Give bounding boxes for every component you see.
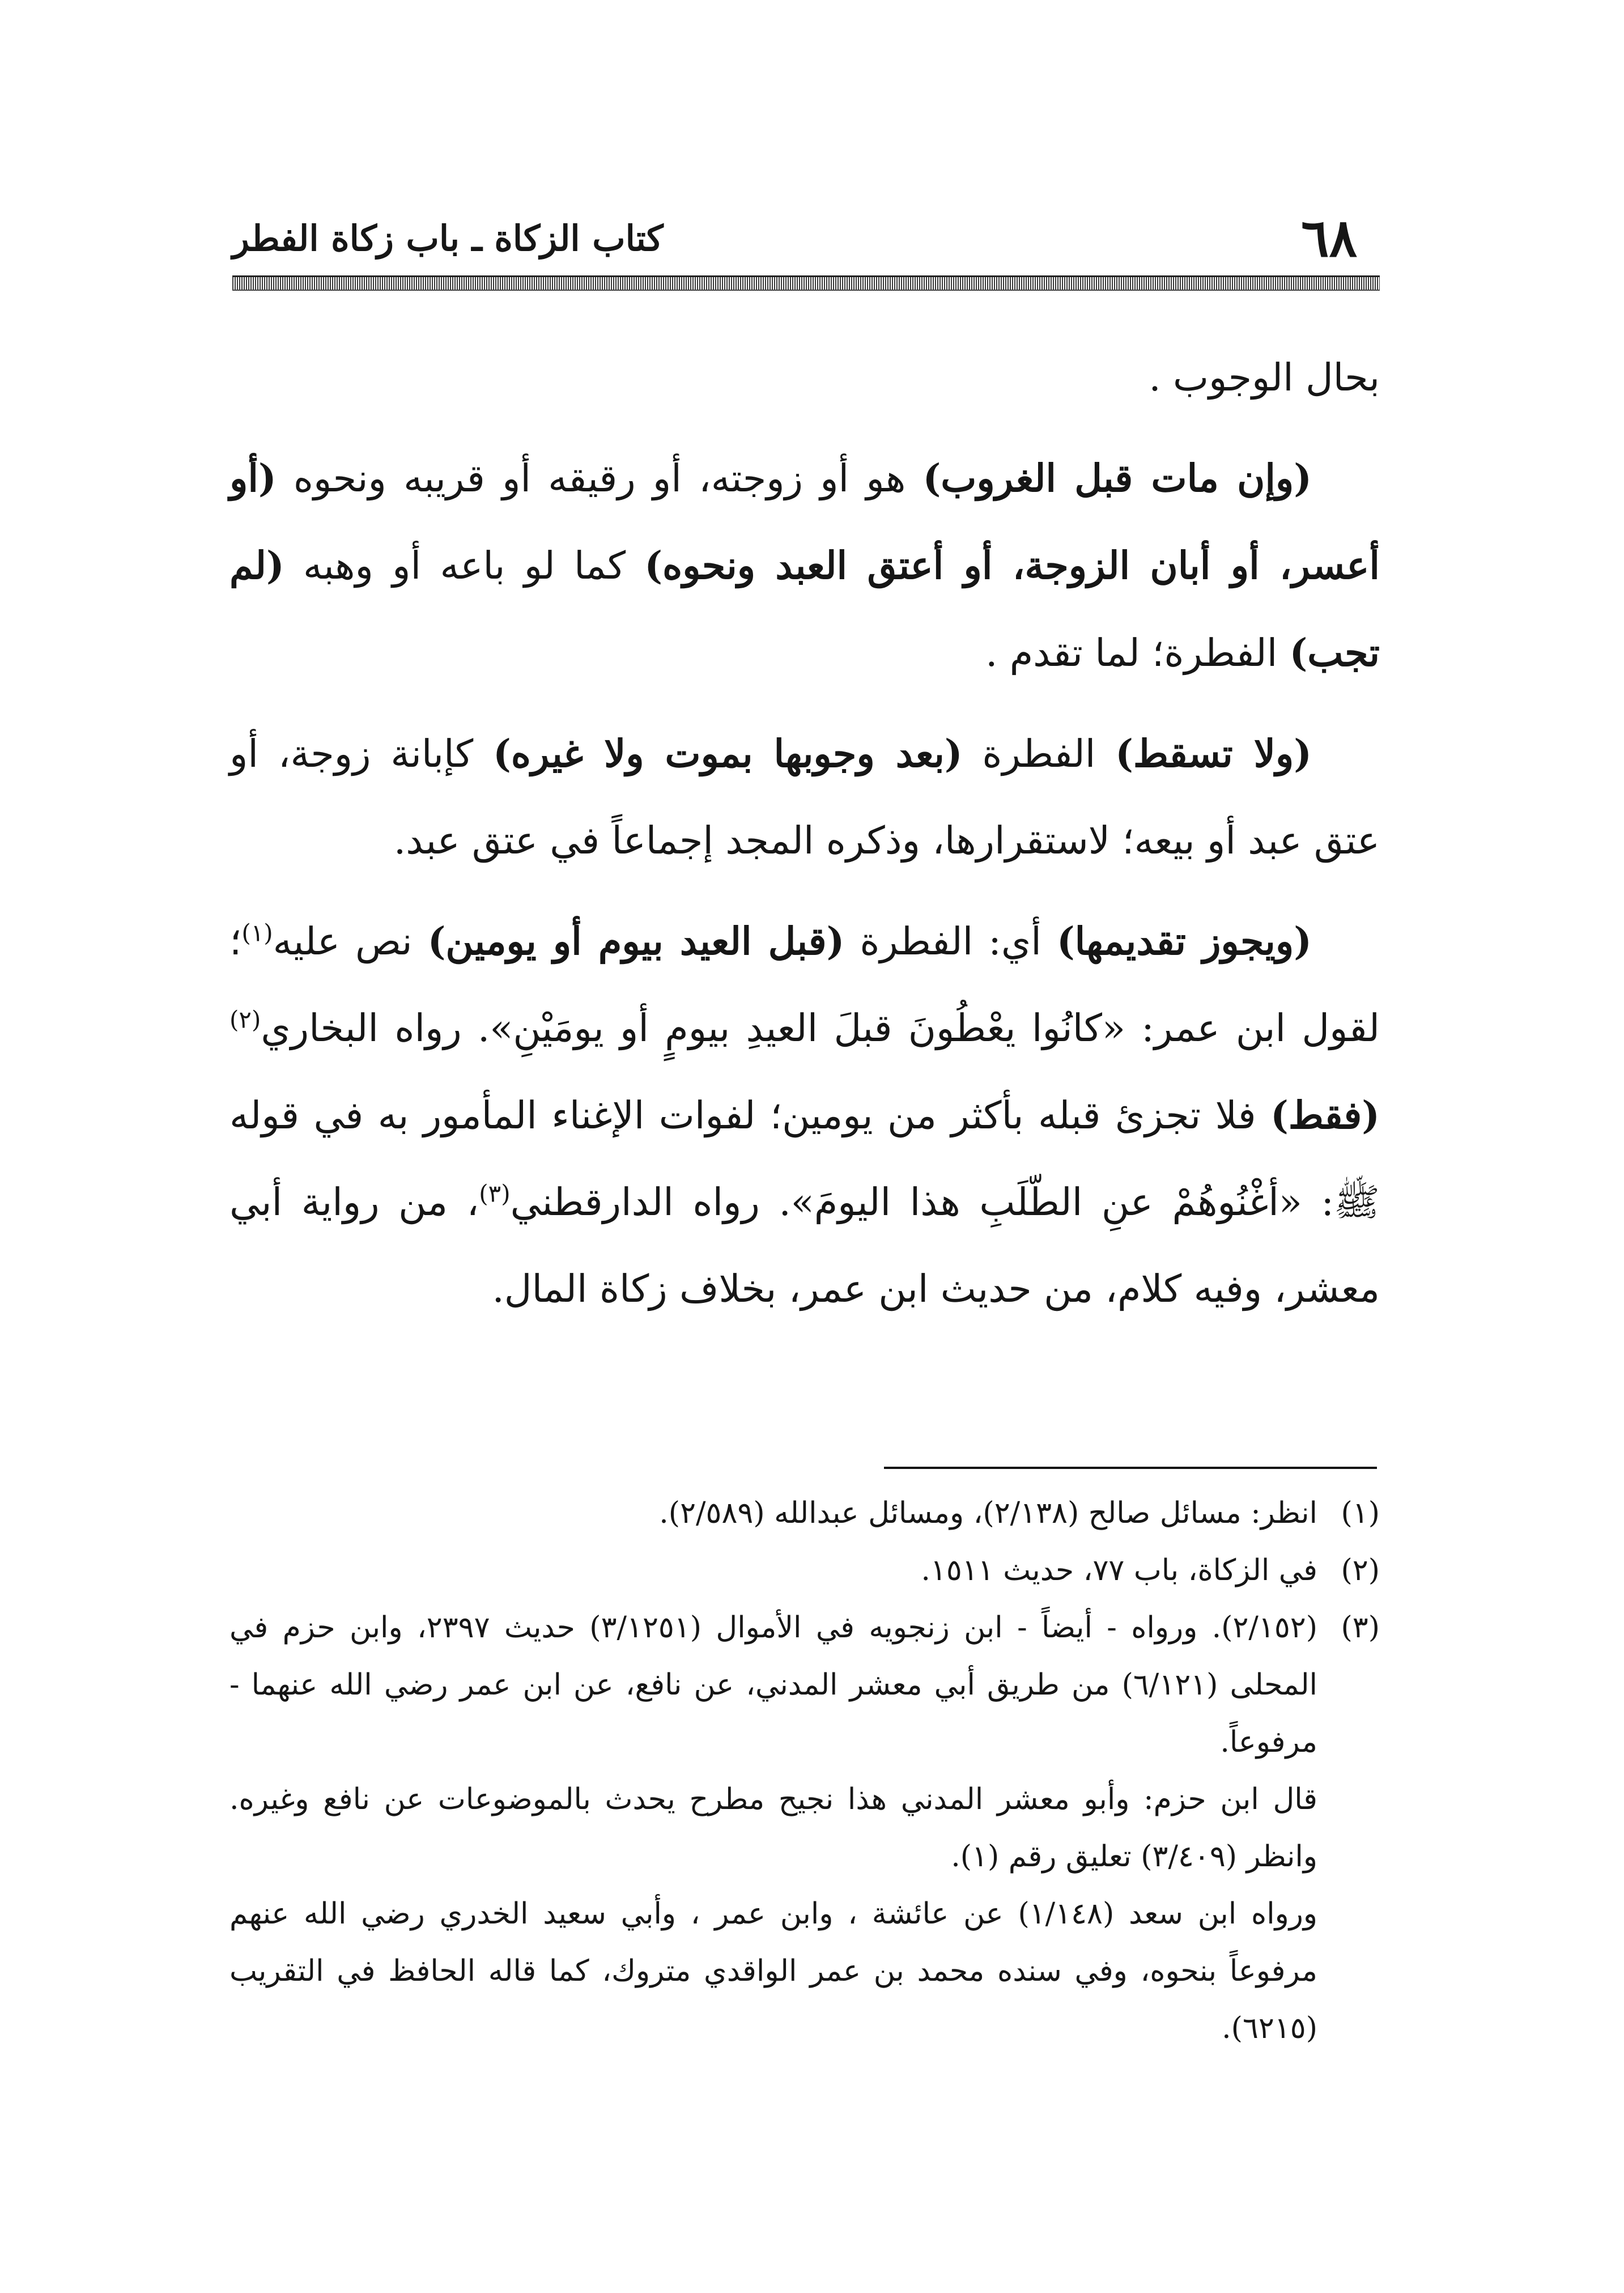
- text-run: بحال الوجوب .: [1149, 355, 1380, 400]
- footnote-ref: (١): [241, 919, 273, 947]
- matn-text: (لم تجب): [229, 543, 1380, 675]
- running-header: [232, 205, 1380, 273]
- footnote-text: ورواه ابن سعد (١/١٤٨) عن عائشة ، وابن عمر ، وأبي سعيد الخدري رضي الله عنهم مرفوعاً بنحوه، وفي سنده محمد بن عمر الواقدي متروك، كما قاله الحافظ في التقريب (٦٢١٥).: [229, 1897, 1317, 2045]
- matn-text: (أو أعسر، أو أبان الزوجة، أو أعتق العبد ونحوه): [229, 456, 1380, 588]
- paragraph: [229, 898, 1380, 1332]
- text-run: ، من رواية أبي معشر، وفيه كلام، من حديث ابن عمر، بخلاف زكاة المال.: [229, 1180, 1380, 1311]
- footnote-ref: (٣): [479, 1179, 511, 1208]
- running-title: كتاب الزكاة ـ باب زكاة الفطر: [232, 218, 664, 259]
- footnote-number: (٣): [1341, 1611, 1380, 1645]
- text-run: أي: الفطرة: [844, 919, 1057, 963]
- header-divider: [232, 275, 1380, 291]
- main-text: [229, 334, 1380, 1346]
- matn-text: (وإن مات قبل الغروب): [922, 456, 1312, 500]
- footnote-divider: [884, 1467, 1377, 1469]
- text-run: نص عليه: [273, 919, 428, 963]
- footnote: [229, 1485, 1380, 1542]
- matn-text: (فقط): [1270, 1093, 1380, 1137]
- footnote-number: (٢): [1341, 1553, 1380, 1587]
- text-run: كإبانة زوجة، أو عتق عبد أو بيعه؛ لاستقرارها، وذكره المجد إجماعاً في عتق عبد.: [229, 732, 1380, 863]
- text-run: الفطرة: [962, 732, 1116, 776]
- footnote: [229, 1599, 1380, 2057]
- footnote-text: في الزكاة، باب ٧٧، حديث ١٥١١.: [921, 1553, 1317, 1587]
- matn-text: (بعد وجوبها بموت ولا غيره): [493, 731, 963, 776]
- paragraph: [229, 334, 1380, 421]
- matn-text: (ويجوز تقديمها): [1056, 919, 1312, 963]
- text-run: كما لو باعه أو وهبه: [284, 543, 645, 588]
- footnote-text: انظر: مسائل صالح (٢/١٣٨)، ومسائل عبدالله (٢/٥٨٩).: [659, 1496, 1317, 1530]
- footnote-text: قال ابن حزم: وأبو معشر المدني هذا نجيح مطرح يحدث بالموضوعات عن نافع وغيره. وانظر (٣/٤٠٩) تعليق رقم (١).: [229, 1782, 1317, 1874]
- footnote-text: (٢/١٥٢). ورواه - أيضاً - ابن زنجويه في الأموال (٣/١٢٥١) حديث ٢٣٩٧، وابن حزم في المحلى (٦/١٢١) من طريق أبي معشر المدني، عن نافع، عن ابن عمر رضي الله عنهما - مرفوعاً.: [229, 1611, 1318, 1759]
- text-run: ؛ لقول ابن عمر: «كانُوا يعْطُونَ قبلَ العيدِ بيومٍ أو يومَيْنِ». رواه البخاري: [229, 919, 1380, 1050]
- text-run: هو أو زوجته، أو رقيقه أو قريبه ونحوه: [276, 456, 923, 500]
- footnote: [229, 1542, 1380, 1599]
- text-run: الفطرة؛ لما تقدم .: [985, 631, 1290, 675]
- footnote-ref: (٢): [229, 1005, 261, 1034]
- footnote-body: [229, 1599, 1317, 2057]
- footnote-body: [229, 1485, 1317, 1542]
- matn-text: (ولا تسقط): [1115, 731, 1312, 776]
- matn-text: (قبل العيد بيوم أو يومين): [427, 919, 845, 963]
- footnote-body: [229, 1542, 1317, 1599]
- page-number: ٦٨: [1301, 207, 1357, 269]
- paragraph: [229, 710, 1380, 884]
- footnotes: [229, 1485, 1380, 2057]
- text-run: فلا تجزئ قبله بأكثر من يومين؛ لفوات الإغناء المأمور به في قوله ﷺ: «أغْنُوهُمْ عنِ الطّلَبِ هذا اليومَ». رواه الدارقطني: [229, 1093, 1380, 1224]
- paragraph: [229, 435, 1380, 697]
- footnote-number: (١): [1341, 1496, 1380, 1530]
